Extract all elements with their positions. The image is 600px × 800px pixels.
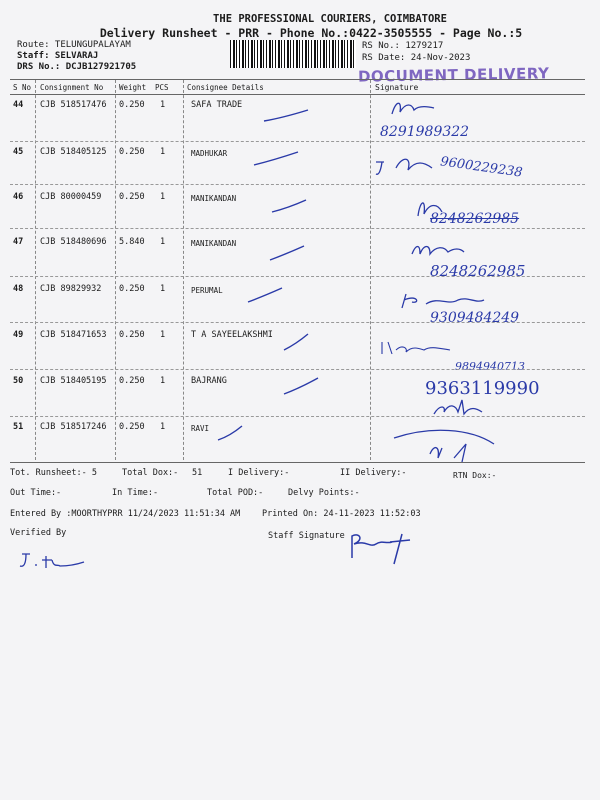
- row-consignment: CJB 89829932: [40, 284, 102, 294]
- row-divider: [10, 416, 585, 417]
- company-title: THE PROFESSIONAL COURIERS, COIMBATORE: [213, 13, 447, 25]
- row-consignment: CJB 80000459: [40, 192, 102, 202]
- row-consignee: BAJRANG: [191, 376, 227, 386]
- row-pcs: 1: [160, 376, 166, 386]
- row-weight: 0.250: [119, 330, 145, 340]
- row-sno: 46: [13, 192, 24, 202]
- ii-delivery: II Delivery:-: [340, 468, 407, 478]
- row-sno: 48: [13, 284, 24, 294]
- verified-by: Verified By: [10, 528, 67, 538]
- handwritten-signature-icon: [388, 96, 438, 120]
- row-consignee: SAFA TRADE: [191, 100, 243, 110]
- row-signature-phone: 8248262985: [430, 211, 520, 227]
- row-sno: 47: [13, 237, 24, 247]
- delvy-points: Delvy Points:-: [288, 488, 360, 498]
- row-weight: 0.250: [119, 376, 145, 386]
- signature-header: Signature: [375, 83, 419, 92]
- col-pcs: PCS: [155, 83, 169, 92]
- col-divider: [115, 80, 116, 460]
- row-divider: [10, 184, 585, 185]
- staff-label: Staff: SELVARAJ: [17, 51, 99, 61]
- entered-by: Entered By :MOORTHYPRR 11/24/2023 11:51:34 AM: [10, 509, 241, 519]
- i-delivery: I Delivery:-: [228, 468, 290, 478]
- row-consignment: CJB 518517476: [40, 100, 107, 110]
- handwritten-signature-icon: [372, 152, 442, 180]
- handwritten-signature-icon: [398, 290, 488, 312]
- row-divider: [10, 276, 585, 277]
- row-consignee: PERUMAL: [191, 286, 223, 295]
- col-consignment: Consignment No: [40, 83, 104, 92]
- total-dox-label: Total Dox:-: [122, 468, 179, 478]
- row-divider: [10, 322, 585, 323]
- row-consignee: RAVI: [191, 424, 210, 433]
- row-signature-phone: 9309484249: [430, 310, 520, 326]
- verifier-signature-icon: [18, 548, 88, 572]
- row-consignment: CJB 518405125: [40, 147, 107, 157]
- row-pcs: 1: [160, 422, 166, 432]
- table-header-rule: [10, 94, 585, 95]
- col-divider: [183, 80, 184, 460]
- row-divider: [10, 228, 585, 229]
- check-mark-icon: [282, 376, 322, 396]
- col-divider: [35, 80, 36, 460]
- row-consignment: CJB 518405195: [40, 376, 107, 386]
- row-consignee: MADHUKAR: [191, 149, 228, 158]
- row-signature-phone: 9363119990: [425, 378, 540, 399]
- drs-label: DRS No.: DCJB127921705: [17, 62, 137, 72]
- row-consignment: CJB 518517246: [40, 422, 107, 432]
- row-consignment: CJB 518480696: [40, 237, 107, 247]
- barcode: [230, 40, 356, 68]
- total-pod: Total POD:-: [207, 488, 264, 498]
- check-mark-icon: [252, 150, 302, 168]
- rs-date: RS Date: 24-Nov-2023: [362, 53, 471, 63]
- route-label: Route: TELUNGUPALAYAM: [17, 40, 131, 50]
- check-mark-icon: [270, 198, 310, 214]
- row-sno: 49: [13, 330, 24, 340]
- row-weight: 0.250: [119, 422, 145, 432]
- table-bottom-rule: [10, 462, 585, 463]
- row-weight: 5.840: [119, 237, 145, 247]
- check-mark-icon: [282, 332, 312, 352]
- row-divider: [10, 369, 585, 370]
- row-sno: 51: [13, 422, 24, 432]
- row-pcs: 1: [160, 100, 166, 110]
- col-divider: [370, 80, 371, 460]
- row-pcs: 1: [160, 192, 166, 202]
- check-mark-icon: [246, 286, 286, 304]
- staff-signature-label: Staff Signature: [268, 531, 345, 541]
- col-weight: Weight: [119, 83, 147, 92]
- row-weight: 0.250: [119, 147, 145, 157]
- handwritten-signature-icon: [390, 424, 500, 464]
- rs-no: RS No.: 1279217: [362, 41, 444, 51]
- row-weight: 0.250: [119, 100, 145, 110]
- tot-runsheet: Tot. Runsheet:- 5: [10, 468, 97, 478]
- row-sno: 44: [13, 100, 24, 110]
- table-top-rule: [10, 79, 585, 80]
- total-dox-value: 51: [192, 468, 203, 478]
- document-delivery-stamp: DOCUMENT DELIVERY: [357, 64, 550, 86]
- in-time: In Time:-: [112, 488, 159, 498]
- row-pcs: 1: [160, 147, 166, 157]
- runsheet-title: Delivery Runsheet - PRR - Phone No.:0422-3505555 - Page No.:5: [99, 26, 523, 40]
- row-sno: 50: [13, 376, 24, 386]
- row-signature-phone: 9894940713: [455, 360, 525, 373]
- row-weight: 0.250: [119, 284, 145, 294]
- col-sno: S No: [13, 83, 32, 92]
- row-sno: 45: [13, 147, 24, 157]
- printed-on: Printed On: 24-11-2023 11:52:03: [262, 509, 421, 519]
- row-signature-phone: 8291989322: [380, 124, 470, 140]
- check-mark-icon: [262, 108, 312, 124]
- check-mark-icon: [268, 244, 308, 262]
- row-pcs: 1: [160, 330, 166, 340]
- handwritten-signature-icon: [408, 238, 468, 260]
- row-consignment: CJB 518471653: [40, 330, 107, 340]
- out-time: Out Time:-: [10, 488, 62, 498]
- check-mark-icon: [216, 424, 246, 442]
- row-signature-phone: 8248262985: [430, 262, 526, 280]
- row-consignee: T A SAYEELAKSHMI: [191, 330, 273, 340]
- row-divider: [10, 141, 585, 142]
- row-weight: 0.250: [119, 192, 145, 202]
- row-signature-phone: 9600229238: [439, 154, 524, 181]
- col-consignee: Consignee Details: [187, 83, 264, 92]
- row-pcs: 1: [160, 284, 166, 294]
- row-consignee: MANIKANDAN: [191, 194, 237, 203]
- rtn-dox: RTN Dox:-: [453, 471, 497, 480]
- row-pcs: 1: [160, 237, 166, 247]
- row-consignee: MANIKANDAN: [191, 239, 237, 248]
- handwritten-signature-icon: [378, 338, 458, 358]
- staff-signature-icon: [346, 530, 416, 566]
